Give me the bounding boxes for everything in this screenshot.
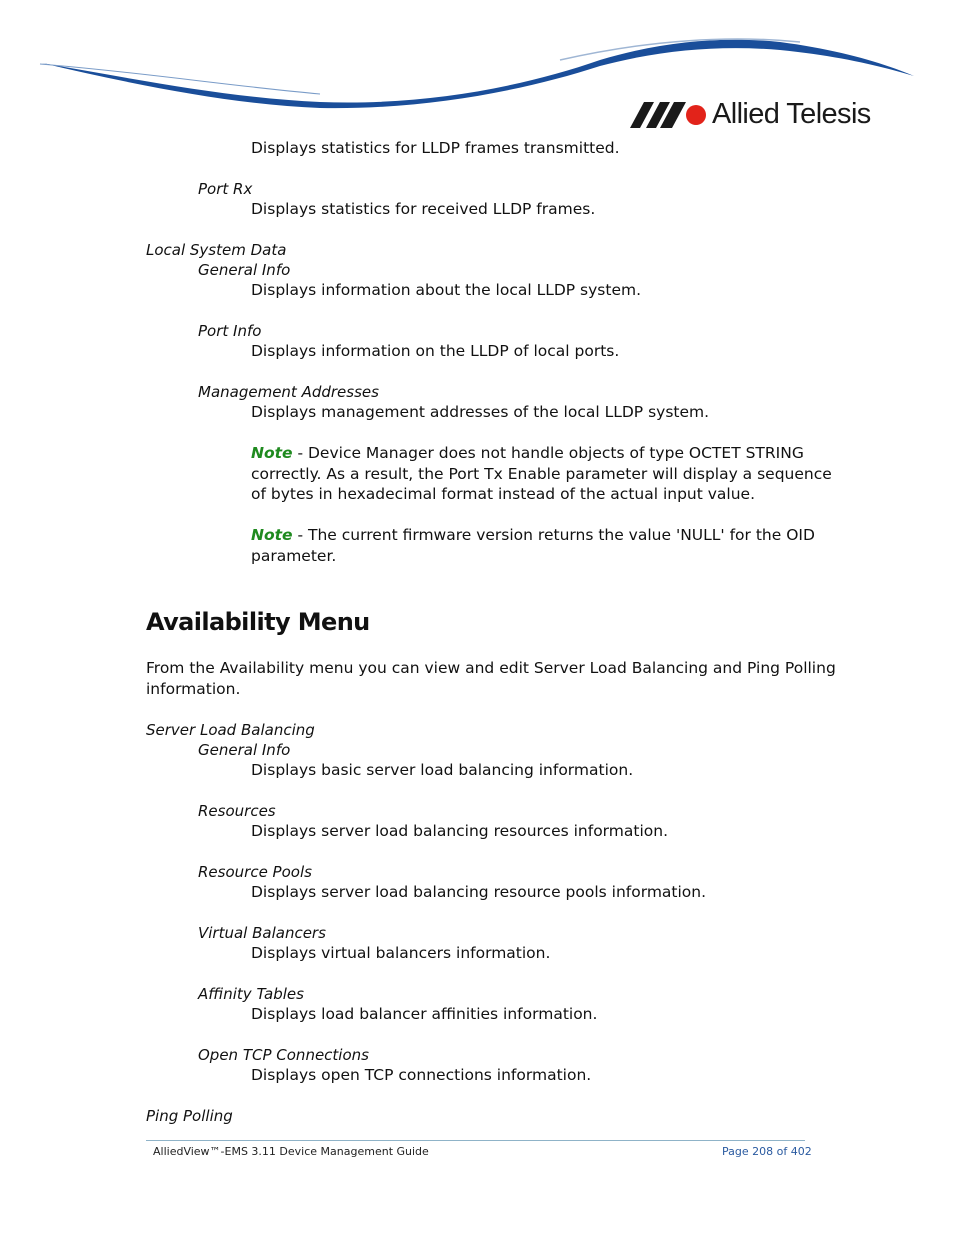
- resources-description: Displays server load balancing resources information.: [251, 822, 668, 840]
- port-rx-description: Displays statistics for received LLDP frames.: [251, 200, 596, 218]
- virtual-balancers-heading: Virtual Balancers: [198, 924, 326, 942]
- slb-general-info-description: Displays basic server load balancing information.: [251, 761, 634, 779]
- footer-divider: [146, 1140, 805, 1141]
- management-addresses-description: Displays management addresses of the local LLDP system.: [251, 403, 710, 421]
- port-rx-heading: Port Rx: [198, 180, 253, 198]
- header-swoosh: [0, 0, 954, 110]
- availability-menu-heading: Availability Menu: [146, 608, 370, 636]
- note-1-line-1: [251, 443, 804, 464]
- footer-page-number: Page 208 of 402: [722, 1145, 812, 1158]
- management-addresses-heading: Management Addresses: [198, 383, 379, 401]
- availability-intro-line-1: From the Availability menu you can view and edit Server Load Balancing and Ping Polling: [146, 659, 836, 677]
- port-info-description: Displays information on the LLDP of local ports.: [251, 342, 620, 360]
- tx-description: Displays statistics for LLDP frames transmitted.: [251, 139, 620, 157]
- local-system-data-heading: Local System Data: [146, 241, 287, 259]
- ping-polling-heading: Ping Polling: [146, 1107, 233, 1125]
- open-tcp-connections-description: Displays open TCP connections information.: [251, 1066, 592, 1084]
- note-1-line-2: correctly. As a result, the Port Tx Enable parameter will display a sequence: [251, 465, 832, 483]
- general-info-description: Displays information about the local LLDP system.: [251, 281, 642, 299]
- slb-general-info-heading: General Info: [198, 741, 291, 759]
- note-text: - The current firmware version returns the value 'NULL' for the OID: [292, 526, 815, 544]
- note-label: Note: [251, 444, 293, 462]
- logo-text: Allied Telesis: [712, 98, 871, 130]
- resource-pools-description: Displays server load balancing resource pools information.: [251, 883, 707, 901]
- note-text: - Device Manager does not handle objects of type OCTET STRING: [292, 444, 804, 462]
- general-info-heading: General Info: [198, 261, 291, 279]
- note-2-line-1: [251, 525, 815, 546]
- note-1-line-3: of bytes in hexadecimal format instead of the actual input value.: [251, 485, 756, 503]
- footer-document-title: AlliedView™-EMS 3.11 Device Management Guide: [153, 1145, 429, 1158]
- resource-pools-heading: Resource Pools: [198, 863, 312, 881]
- virtual-balancers-description: Displays virtual balancers information.: [251, 944, 551, 962]
- note-2-line-2: parameter.: [251, 547, 337, 565]
- open-tcp-connections-heading: Open TCP Connections: [198, 1046, 369, 1064]
- server-load-balancing-heading: Server Load Balancing: [146, 721, 315, 739]
- port-info-heading: Port Info: [198, 322, 262, 340]
- affinity-tables-description: Displays load balancer affinities information.: [251, 1005, 598, 1023]
- availability-intro-line-2: information.: [146, 680, 241, 698]
- resources-heading: Resources: [198, 802, 276, 820]
- affinity-tables-heading: Affinity Tables: [198, 985, 304, 1003]
- allied-telesis-logo: [630, 100, 871, 129]
- logo-mark-icon: [630, 102, 706, 128]
- note-label: Note: [251, 526, 293, 544]
